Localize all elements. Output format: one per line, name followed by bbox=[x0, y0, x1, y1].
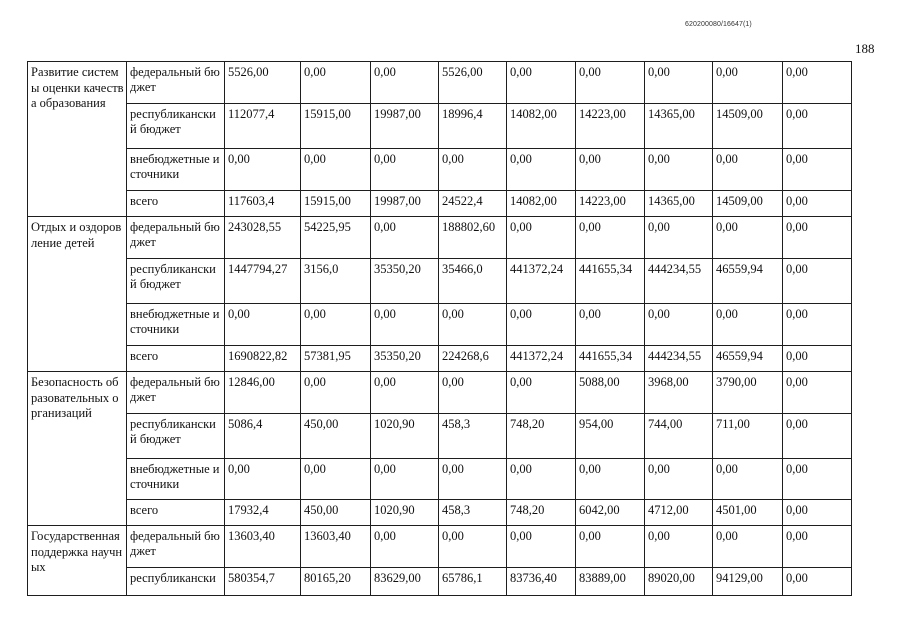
amount-cell: 0,00 bbox=[225, 459, 301, 500]
amount-cell: 46559,94 bbox=[713, 259, 783, 304]
amount-cell: 748,20 bbox=[507, 414, 576, 459]
amount-cell: 4712,00 bbox=[645, 500, 713, 526]
amount-cell: 46559,94 bbox=[713, 346, 783, 372]
amount-cell: 94129,00 bbox=[713, 568, 783, 596]
table-row bbox=[28, 372, 852, 414]
amount-cell: 0,00 bbox=[439, 526, 507, 568]
amount-cell: 0,00 bbox=[783, 568, 852, 596]
amount-cell: 0,00 bbox=[576, 217, 645, 259]
table-row bbox=[28, 526, 852, 568]
amount-cell: 0,00 bbox=[783, 414, 852, 459]
amount-cell: 441655,34 bbox=[576, 259, 645, 304]
document-id: 620200080/16647(1) bbox=[685, 21, 752, 28]
amount-cell: 65786,1 bbox=[439, 568, 507, 596]
amount-cell: 13603,40 bbox=[301, 526, 371, 568]
amount-cell: 54225,95 bbox=[301, 217, 371, 259]
amount-cell: 14223,00 bbox=[576, 104, 645, 149]
amount-cell: 117603,4 bbox=[225, 191, 301, 217]
amount-cell: 0,00 bbox=[783, 259, 852, 304]
table-row bbox=[28, 304, 852, 346]
amount-cell: 0,00 bbox=[371, 62, 439, 104]
amount-cell: 14223,00 bbox=[576, 191, 645, 217]
amount-cell: 0,00 bbox=[301, 62, 371, 104]
budget-table-body bbox=[28, 62, 852, 596]
amount-cell: 0,00 bbox=[507, 372, 576, 414]
amount-cell: 0,00 bbox=[713, 62, 783, 104]
amount-cell: 748,20 bbox=[507, 500, 576, 526]
amount-cell: 83629,00 bbox=[371, 568, 439, 596]
amount-cell: 0,00 bbox=[507, 459, 576, 500]
amount-cell: 0,00 bbox=[645, 217, 713, 259]
funding-source-cell: внебюджетные источники bbox=[127, 459, 225, 500]
amount-cell: 14082,00 bbox=[507, 191, 576, 217]
amount-cell: 711,00 bbox=[713, 414, 783, 459]
amount-cell: 0,00 bbox=[645, 62, 713, 104]
amount-cell: 35350,20 bbox=[371, 259, 439, 304]
amount-cell: 89020,00 bbox=[645, 568, 713, 596]
amount-cell: 14365,00 bbox=[645, 104, 713, 149]
funding-source-cell: федеральный бюджет bbox=[127, 62, 225, 104]
amount-cell: 0,00 bbox=[713, 217, 783, 259]
funding-source-cell: всего bbox=[127, 346, 225, 372]
amount-cell: 954,00 bbox=[576, 414, 645, 459]
amount-cell: 450,00 bbox=[301, 414, 371, 459]
amount-cell: 441372,24 bbox=[507, 346, 576, 372]
table-row bbox=[28, 259, 852, 304]
amount-cell: 5086,4 bbox=[225, 414, 301, 459]
amount-cell: 0,00 bbox=[301, 304, 371, 346]
amount-cell: 0,00 bbox=[225, 149, 301, 191]
amount-cell: 0,00 bbox=[371, 459, 439, 500]
amount-cell: 0,00 bbox=[371, 149, 439, 191]
amount-cell: 13603,40 bbox=[225, 526, 301, 568]
budget-table bbox=[27, 61, 852, 596]
amount-cell: 5526,00 bbox=[439, 62, 507, 104]
amount-cell: 0,00 bbox=[576, 459, 645, 500]
amount-cell: 3156,0 bbox=[301, 259, 371, 304]
amount-cell: 0,00 bbox=[713, 459, 783, 500]
amount-cell: 0,00 bbox=[439, 372, 507, 414]
program-name-cell: Государственная поддержка научных bbox=[28, 526, 127, 596]
amount-cell: 0,00 bbox=[576, 304, 645, 346]
funding-source-cell: федеральный бюджет bbox=[127, 526, 225, 568]
table-row bbox=[28, 568, 852, 596]
amount-cell: 188802,60 bbox=[439, 217, 507, 259]
funding-source-cell: всего bbox=[127, 191, 225, 217]
table-row bbox=[28, 149, 852, 191]
amount-cell: 441372,24 bbox=[507, 259, 576, 304]
amount-cell: 35466,0 bbox=[439, 259, 507, 304]
amount-cell: 14509,00 bbox=[713, 191, 783, 217]
table-row bbox=[28, 459, 852, 500]
amount-cell: 444234,55 bbox=[645, 259, 713, 304]
amount-cell: 15915,00 bbox=[301, 191, 371, 217]
amount-cell: 1020,90 bbox=[371, 500, 439, 526]
amount-cell: 14082,00 bbox=[507, 104, 576, 149]
funding-source-cell: всего bbox=[127, 500, 225, 526]
amount-cell: 0,00 bbox=[225, 304, 301, 346]
amount-cell: 0,00 bbox=[645, 304, 713, 346]
amount-cell: 0,00 bbox=[371, 304, 439, 346]
funding-source-cell: республиканский бюджет bbox=[127, 259, 225, 304]
amount-cell: 19987,00 bbox=[371, 191, 439, 217]
table-row bbox=[28, 217, 852, 259]
amount-cell: 0,00 bbox=[783, 304, 852, 346]
amount-cell: 444234,55 bbox=[645, 346, 713, 372]
amount-cell: 0,00 bbox=[645, 526, 713, 568]
amount-cell: 0,00 bbox=[576, 62, 645, 104]
amount-cell: 14365,00 bbox=[645, 191, 713, 217]
amount-cell: 18996,4 bbox=[439, 104, 507, 149]
amount-cell: 4501,00 bbox=[713, 500, 783, 526]
table-row bbox=[28, 414, 852, 459]
amount-cell: 0,00 bbox=[576, 149, 645, 191]
amount-cell: 5526,00 bbox=[225, 62, 301, 104]
amount-cell: 0,00 bbox=[783, 500, 852, 526]
amount-cell: 3790,00 bbox=[713, 372, 783, 414]
amount-cell: 450,00 bbox=[301, 500, 371, 526]
table-row bbox=[28, 62, 852, 104]
amount-cell: 0,00 bbox=[576, 526, 645, 568]
funding-source-cell: республикански bbox=[127, 568, 225, 596]
amount-cell: 0,00 bbox=[439, 459, 507, 500]
program-name-cell: Безопасность образовательных организаций bbox=[28, 372, 127, 526]
table-row bbox=[28, 191, 852, 217]
amount-cell: 0,00 bbox=[783, 149, 852, 191]
amount-cell: 0,00 bbox=[713, 526, 783, 568]
amount-cell: 3968,00 bbox=[645, 372, 713, 414]
amount-cell: 112077,4 bbox=[225, 104, 301, 149]
program-name-cell: Отдых и оздоровление детей bbox=[28, 217, 127, 372]
amount-cell: 0,00 bbox=[783, 191, 852, 217]
amount-cell: 35350,20 bbox=[371, 346, 439, 372]
funding-source-cell: федеральный бюджет bbox=[127, 217, 225, 259]
amount-cell: 0,00 bbox=[783, 459, 852, 500]
page-number: 188 bbox=[855, 41, 875, 56]
amount-cell: 15915,00 bbox=[301, 104, 371, 149]
program-name-cell: Развитие системы оценки качества образования bbox=[28, 62, 127, 217]
amount-cell: 0,00 bbox=[783, 217, 852, 259]
amount-cell: 1447794,27 bbox=[225, 259, 301, 304]
amount-cell: 0,00 bbox=[439, 304, 507, 346]
amount-cell: 80165,20 bbox=[301, 568, 371, 596]
funding-source-cell: республиканский бюджет bbox=[127, 414, 225, 459]
amount-cell: 0,00 bbox=[507, 526, 576, 568]
amount-cell: 0,00 bbox=[783, 526, 852, 568]
amount-cell: 0,00 bbox=[439, 149, 507, 191]
amount-cell: 0,00 bbox=[371, 217, 439, 259]
amount-cell: 12846,00 bbox=[225, 372, 301, 414]
amount-cell: 224268,6 bbox=[439, 346, 507, 372]
amount-cell: 0,00 bbox=[645, 459, 713, 500]
funding-source-cell: внебюджетные источники bbox=[127, 304, 225, 346]
amount-cell: 580354,7 bbox=[225, 568, 301, 596]
amount-cell: 5088,00 bbox=[576, 372, 645, 414]
amount-cell: 0,00 bbox=[301, 459, 371, 500]
amount-cell: 0,00 bbox=[713, 304, 783, 346]
table-row bbox=[28, 104, 852, 149]
amount-cell: 83889,00 bbox=[576, 568, 645, 596]
amount-cell: 0,00 bbox=[783, 346, 852, 372]
amount-cell: 1020,90 bbox=[371, 414, 439, 459]
amount-cell: 0,00 bbox=[371, 526, 439, 568]
amount-cell: 0,00 bbox=[783, 104, 852, 149]
amount-cell: 0,00 bbox=[645, 149, 713, 191]
amount-cell: 1690822,82 bbox=[225, 346, 301, 372]
amount-cell: 0,00 bbox=[507, 62, 576, 104]
table-row bbox=[28, 500, 852, 526]
amount-cell: 0,00 bbox=[783, 62, 852, 104]
amount-cell: 744,00 bbox=[645, 414, 713, 459]
funding-source-cell: федеральный бюджет bbox=[127, 372, 225, 414]
amount-cell: 0,00 bbox=[507, 149, 576, 191]
amount-cell: 57381,95 bbox=[301, 346, 371, 372]
funding-source-cell: республиканский бюджет bbox=[127, 104, 225, 149]
amount-cell: 0,00 bbox=[301, 372, 371, 414]
amount-cell: 0,00 bbox=[507, 217, 576, 259]
amount-cell: 243028,55 bbox=[225, 217, 301, 259]
amount-cell: 24522,4 bbox=[439, 191, 507, 217]
amount-cell: 441655,34 bbox=[576, 346, 645, 372]
amount-cell: 83736,40 bbox=[507, 568, 576, 596]
amount-cell: 0,00 bbox=[507, 304, 576, 346]
amount-cell: 17932,4 bbox=[225, 500, 301, 526]
amount-cell: 14509,00 bbox=[713, 104, 783, 149]
amount-cell: 6042,00 bbox=[576, 500, 645, 526]
amount-cell: 0,00 bbox=[301, 149, 371, 191]
amount-cell: 0,00 bbox=[371, 372, 439, 414]
amount-cell: 0,00 bbox=[783, 372, 852, 414]
amount-cell: 458,3 bbox=[439, 414, 507, 459]
funding-source-cell: внебюджетные источники bbox=[127, 149, 225, 191]
table-row bbox=[28, 346, 852, 372]
amount-cell: 0,00 bbox=[713, 149, 783, 191]
amount-cell: 19987,00 bbox=[371, 104, 439, 149]
amount-cell: 458,3 bbox=[439, 500, 507, 526]
